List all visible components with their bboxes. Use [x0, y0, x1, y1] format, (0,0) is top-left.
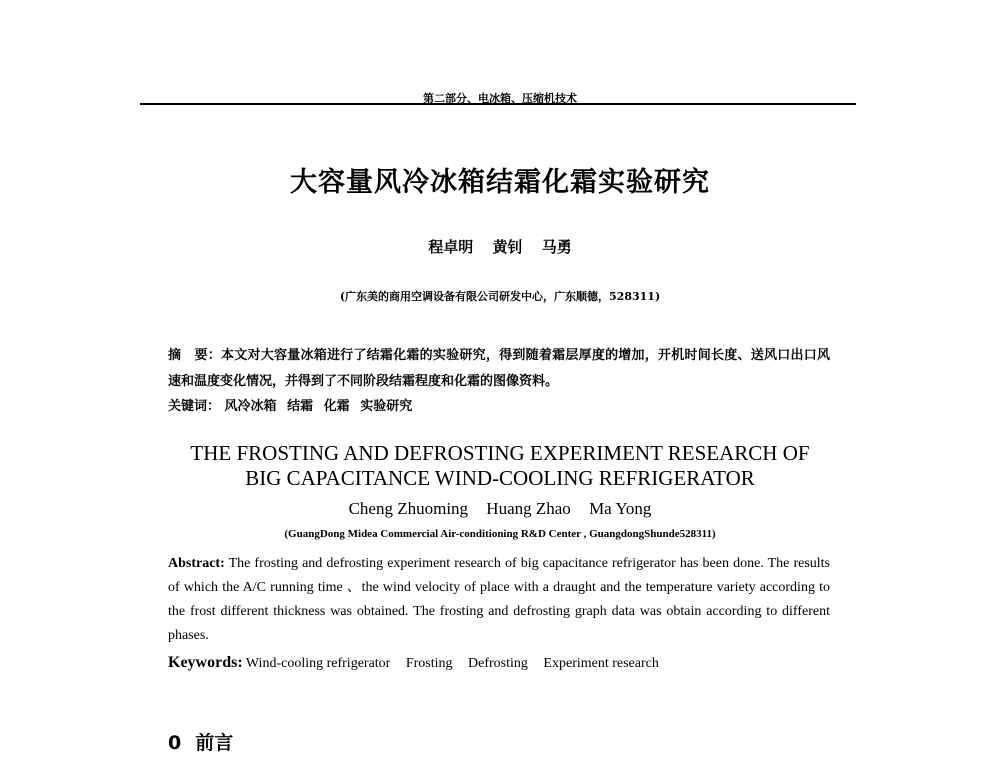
- section-heading: [168, 728, 233, 755]
- chinese-keywords: [168, 394, 830, 420]
- chinese-title: 大容量风冷冰箱结霜化霜实验研究: [290, 167, 710, 198]
- chinese-authors: [0, 236, 1000, 257]
- english-authors: [0, 499, 1000, 519]
- chinese-keyword: 实验研究: [360, 399, 413, 414]
- chinese-abstract-label: 摘 要：: [168, 348, 221, 363]
- english-title: [150, 441, 850, 491]
- english-keywords-label: Keywords:: [168, 654, 243, 671]
- english-keyword: Wind-cooling refrigerator: [245, 656, 391, 671]
- section-title: 前言: [195, 732, 234, 754]
- chinese-abstract-text: 本文对大容量冰箱进行了结霜化霜的实验研究，得到随着霜层厚度的增加，开机时间长度、送风口出口风速和温度变化情况，并得到了不同阶段结霜程度和化霜的图像资料。: [168, 348, 830, 389]
- chinese-author: 黄钊: [492, 238, 523, 256]
- chinese-keyword: 结霜: [287, 399, 314, 414]
- chinese-author: 程卓明: [428, 238, 474, 256]
- running-header: 第二部分、电冰箱、压缩机技术: [423, 92, 577, 105]
- english-abstract: [168, 552, 830, 648]
- chinese-author: 马勇: [541, 238, 572, 256]
- chinese-keyword: 化霜: [323, 399, 350, 414]
- english-author: Huang Zhao: [486, 499, 571, 518]
- english-keywords: [168, 654, 830, 672]
- section-number: 0: [168, 732, 182, 754]
- english-title-line-1: THE FROSTING AND DEFROSTING EXPERIMENT RESEARCH OF: [190, 441, 810, 465]
- english-abstract-label: Abstract:: [168, 556, 225, 571]
- english-keyword: Frosting: [405, 656, 453, 671]
- header-rule: [140, 103, 856, 105]
- english-author: Ma Yong: [589, 499, 652, 518]
- english-affiliation: (GuangDong Midea Commercial Air-conditioning R&D Center , GuangdongShunde528311): [284, 528, 716, 540]
- chinese-keywords-label: 关键词：: [168, 399, 221, 414]
- chinese-affiliation: (广东美的商用空调设备有限公司研发中心，广东顺德，528311): [339, 290, 661, 303]
- chinese-abstract: [168, 343, 830, 395]
- english-keyword: Experiment research: [543, 656, 659, 671]
- english-author: Cheng Zhuoming: [348, 499, 469, 518]
- english-title-line-2: BIG CAPACITANCE WIND-COOLING REFRIGERATOR: [245, 466, 755, 490]
- english-keyword: Defrosting: [468, 656, 528, 671]
- english-abstract-text: The frosting and defrosting experiment research of big capacitance refrigerator has been done. The results of which the A/C running time 、the wind velocity of place with a draught and the temperature variety according to the frost different thickness was obtained. The frosting and defrosting graph data was obtain according to different phases.: [168, 556, 830, 643]
- chinese-keyword: 风冷冰箱: [224, 399, 277, 414]
